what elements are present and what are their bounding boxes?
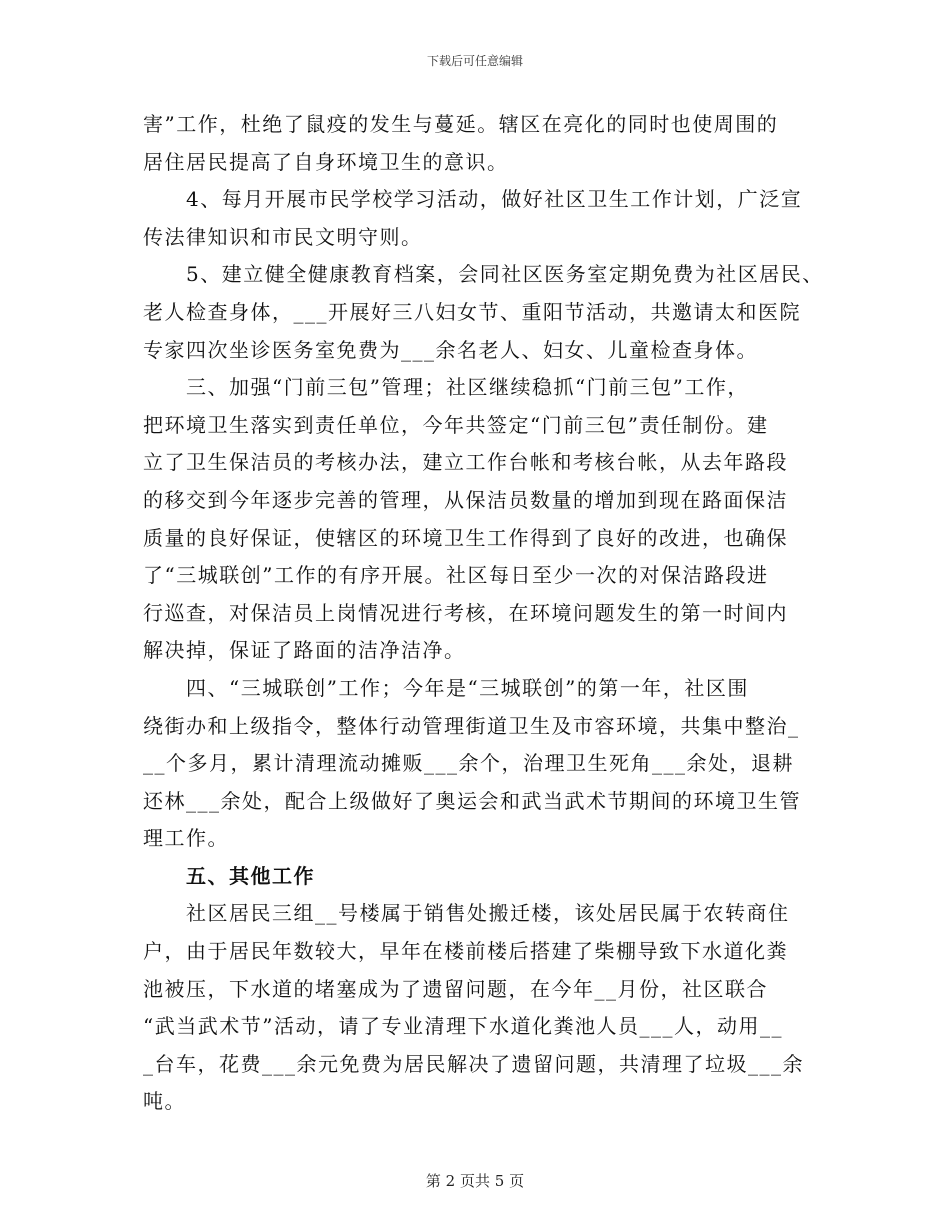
text-line: 行巡查，对保洁员上岗情况进行考核，在环境问题发生的第一时间内 xyxy=(143,600,788,625)
text-line: __个多月，累计清理流动摊贩___余个，治理卫生死角___余处，退耕 xyxy=(143,751,794,776)
text-line: 社区居民三组__号楼属于销售处搬迁楼，该处居民属于农转商住 xyxy=(186,901,790,926)
page-header: 下载后可任意编辑 xyxy=(426,54,523,68)
text-line: 质量的良好保证，使辖区的环境卫生工作得到了良好的改进，也确保 xyxy=(143,525,788,550)
text-line: 5、建立健全健康教育档案，会同社区医务室定期免费为社区居民、 xyxy=(186,262,824,287)
text-line: 把环境卫生落实到责任单位，今年共签定“门前三包”责任制份。建 xyxy=(143,412,769,437)
text-line: 吨。 xyxy=(143,1089,186,1114)
text-line: 了“三城联创”工作的有序开展。社区每日至少一次的对保洁路段进 xyxy=(143,563,769,588)
text-line: “武当武术节”活动，请了专业清理下水道化粪池人员___人，动用__ xyxy=(143,1014,783,1039)
text-line: 绕街办和上级指令，整体行动管理街道卫生及市容环境，共集中整治_ xyxy=(143,713,800,738)
text-line: 解决掉，保证了路面的洁净洁净。 xyxy=(143,638,466,663)
text-line: 4、每月开展市民学校学习活动，做好社区卫生工作计划，广泛宣 xyxy=(186,187,803,212)
page-footer: 第 2 页共 5 页 xyxy=(425,1172,525,1190)
text-line: 理工作。 xyxy=(143,826,229,851)
text-line: 专家四次坐诊医务室免费为___余名老人、妇女、儿童检查身体。 xyxy=(143,337,758,362)
document-body xyxy=(143,106,824,1121)
text-line: _台车，花费___余元免费为居民解决了遗留问题，共清理了垃圾___余 xyxy=(143,1051,804,1076)
text-line: 户，由于居民年数较大，早年在楼前楼后搭建了柴棚导致下水道化粪 xyxy=(143,939,788,964)
text-line: 居住居民提高了自身环境卫生的意识。 xyxy=(143,149,509,174)
text-line: 的移交到今年逐步完善的管理，从保洁员数量的增加到现在路面保洁 xyxy=(143,487,788,512)
section-heading: 五、其他工作 xyxy=(186,863,315,888)
text-line: 传法律知识和市民文明守则。 xyxy=(143,224,423,249)
text-line: 老人检查身体，___开展好三八妇女节、重阳节活动，共邀请太和医院 xyxy=(143,299,801,324)
text-line: 三、加强“门前三包”管理；社区继续稳抓“门前三包”工作， xyxy=(186,375,749,400)
text-line: 立了卫生保洁员的考核办法，建立工作台帐和考核台帐，从去年路段 xyxy=(143,450,788,475)
text-line: 害”工作，杜绝了鼠疫的发生与蔓延。辖区在亮化的同时也使周围的 xyxy=(143,112,779,136)
text-line: 池被压，下水道的堵塞成为了遗留问题，在今年__月份，社区联合 xyxy=(143,976,768,1001)
text-line: 还林___余处，配合上级做好了奥运会和武当武术节期间的环境卫生管 xyxy=(143,788,801,813)
text-line: 四、“三城联创”工作；今年是“三城联创”的第一年，社区围 xyxy=(186,675,749,700)
